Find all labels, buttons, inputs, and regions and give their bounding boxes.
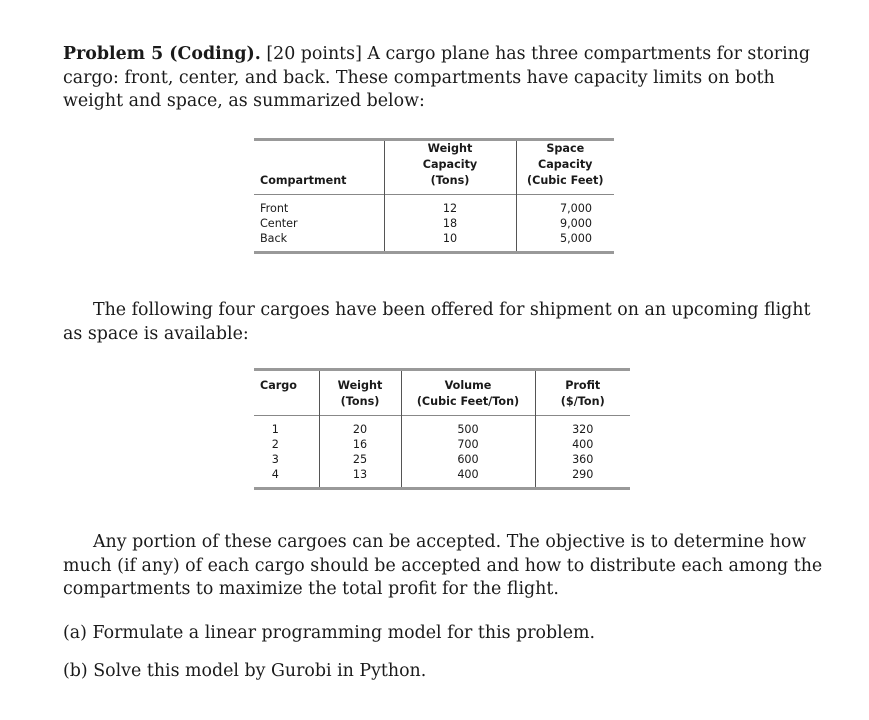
table-row bbox=[254, 452, 630, 467]
table-header-row bbox=[254, 140, 614, 195]
header-weight: Weight (Tons) bbox=[319, 370, 401, 416]
header-volume: Volume (Cubic Feet/Ton) bbox=[401, 370, 535, 416]
cargo-profit: 400 bbox=[535, 437, 630, 452]
task-label: (a) bbox=[63, 623, 87, 643]
table-row bbox=[254, 195, 614, 217]
cargo-id: 1 bbox=[271, 423, 279, 436]
table-row bbox=[254, 467, 630, 489]
cargo-profit: 360 bbox=[535, 452, 630, 467]
cargo-weight: 16 bbox=[319, 437, 401, 452]
cargo-volume: 700 bbox=[401, 437, 535, 452]
task-label: (b) bbox=[63, 661, 88, 681]
task-item-a bbox=[63, 623, 595, 643]
space-capacity: 7,000 bbox=[516, 195, 614, 217]
problem-intro: A cargo plane has three compartments for storing cargo: front, center, and back. These compartments have capacity limits on both weight and space, as summarized below: bbox=[63, 44, 811, 111]
table-header-row bbox=[254, 370, 630, 416]
cargo-id: 3 bbox=[271, 453, 279, 466]
problem-statement bbox=[63, 43, 823, 114]
table-row bbox=[254, 437, 630, 452]
task-text: Solve this model by Gurobi in Python. bbox=[93, 661, 427, 681]
table-row bbox=[254, 216, 614, 231]
cargo-weight: 25 bbox=[319, 452, 401, 467]
paragraph-cargo-offer: The following four cargoes have been offered for shipment on an upcoming flight as space is available: bbox=[63, 300, 811, 344]
problem-points: [20 points] bbox=[266, 44, 362, 64]
compartment-name: Back bbox=[254, 231, 384, 253]
cargo-profit: 320 bbox=[535, 416, 630, 438]
table-row bbox=[254, 416, 630, 438]
cargo-volume: 600 bbox=[401, 452, 535, 467]
weight-capacity: 12 bbox=[384, 195, 516, 217]
cargo-weight: 20 bbox=[319, 416, 401, 438]
cargo-volume: 500 bbox=[401, 416, 535, 438]
compartment-name: Front bbox=[260, 202, 289, 215]
compartment-name: Center bbox=[260, 217, 298, 230]
cargo-profit: 290 bbox=[535, 467, 630, 489]
task-text: Formulate a linear programming model for this problem. bbox=[92, 623, 596, 643]
weight-capacity: 10 bbox=[384, 231, 516, 253]
header-space-capacity: Space Capacity (Cubic Feet) bbox=[516, 140, 614, 195]
cargo-table bbox=[254, 368, 630, 490]
table-row bbox=[254, 231, 614, 253]
cargo-id: 2 bbox=[271, 438, 279, 451]
header-profit: Profit ($/Ton) bbox=[535, 370, 630, 416]
header-weight-capacity: Weight Capacity (Tons) bbox=[384, 140, 516, 195]
task-item-b bbox=[63, 661, 426, 681]
space-capacity: 5,000 bbox=[516, 231, 614, 253]
header-cargo: Cargo bbox=[260, 379, 297, 392]
compartments-table bbox=[254, 138, 614, 254]
cargo-volume: 400 bbox=[401, 467, 535, 489]
cargo-weight: 13 bbox=[319, 467, 401, 489]
space-capacity: 9,000 bbox=[516, 216, 614, 231]
paragraph-objective: Any portion of these cargoes can be accepted. The objective is to determine how much (if any) of each cargo should be accepted and how to distribute each among the compartments to maximize the total profit for the flight. bbox=[63, 532, 823, 599]
cargo-id: 4 bbox=[254, 467, 319, 489]
weight-capacity: 18 bbox=[384, 216, 516, 231]
problem-heading: Problem 5 (Coding). bbox=[63, 44, 261, 64]
header-compartment: Compartment bbox=[260, 174, 347, 187]
